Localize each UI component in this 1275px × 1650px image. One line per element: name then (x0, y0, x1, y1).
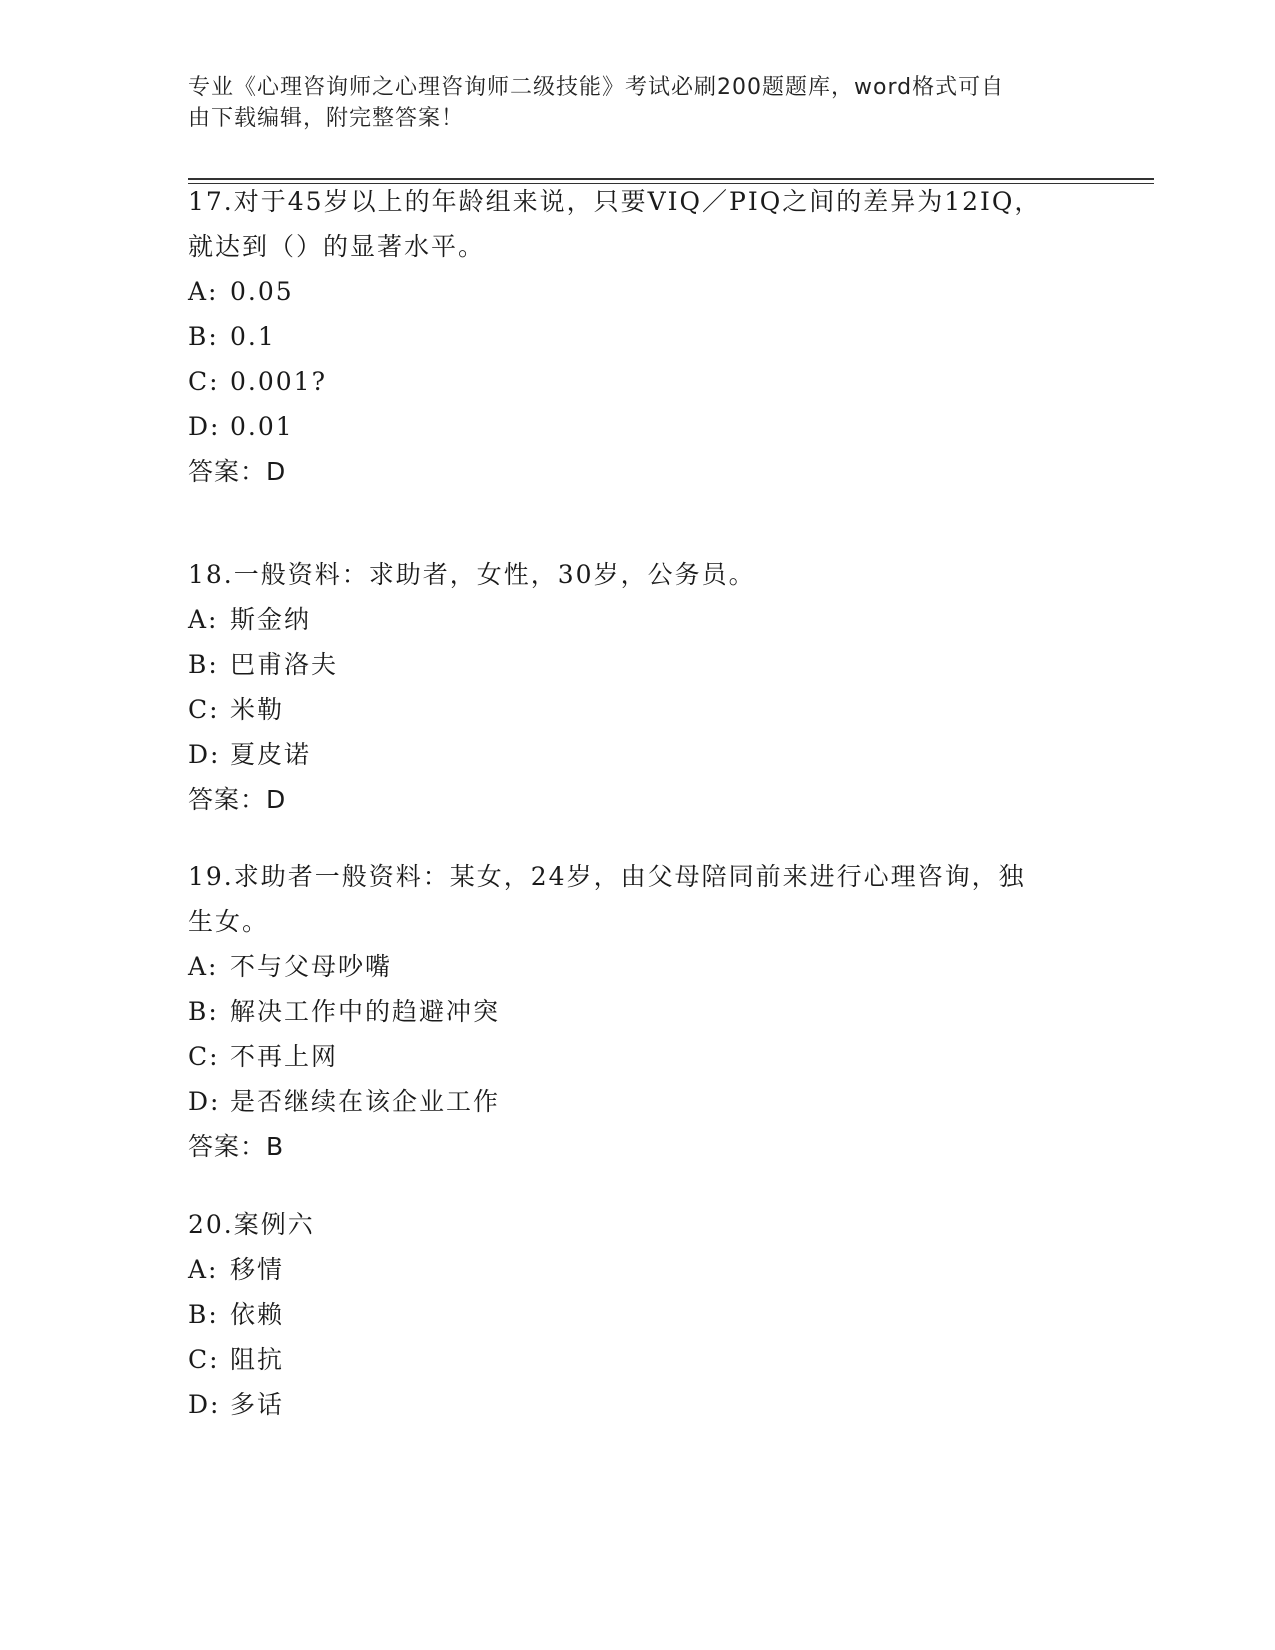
option-key: B: (188, 997, 219, 1026)
question-stem-line-1: 20.案例六 (188, 1210, 315, 1239)
option-key: D: (188, 412, 221, 441)
option-b (188, 314, 1088, 359)
option-c (188, 1337, 1088, 1382)
option-text: 0.1 (230, 322, 276, 351)
question-stem-line-1: 19.求助者一般资料：某女，24岁，由父母陪同前来进行心理咨询，独 (188, 862, 1026, 891)
option-d (188, 404, 1088, 449)
option-key: C: (188, 367, 220, 396)
question-17 (188, 179, 1088, 494)
header-line-2: 由下载编辑，附完整答案！ (188, 106, 465, 131)
option-text: 不与父母吵嘴 (230, 952, 393, 981)
answer-line: 答案：D (188, 457, 287, 486)
question-stem-line-2: 生女。 (188, 907, 270, 936)
option-text: 0.001? (230, 367, 327, 396)
option-key: C: (188, 1345, 220, 1374)
option-b (188, 642, 1088, 687)
option-c (188, 359, 1088, 404)
option-key: C: (188, 1042, 220, 1071)
option-a (188, 269, 1088, 314)
option-key: A: (188, 277, 219, 306)
option-a (188, 597, 1088, 642)
option-text: 移情 (230, 1255, 285, 1284)
question-stem-line-2: 就达到（）的显著水平。 (188, 232, 486, 261)
option-key: D: (188, 740, 221, 769)
option-key: A: (188, 605, 219, 634)
option-d (188, 732, 1088, 777)
option-text: 米勒 (230, 695, 285, 724)
question-stem-line-1: 18.一般资料：求助者，女性，30岁，公务员。 (188, 560, 756, 589)
option-key: B: (188, 1300, 219, 1329)
option-d (188, 1382, 1088, 1427)
option-text: 0.05 (230, 277, 294, 306)
option-text: 巴甫洛夫 (230, 650, 339, 679)
option-key: A: (188, 952, 219, 981)
option-c (188, 687, 1088, 732)
option-key: D: (188, 1390, 221, 1419)
option-a (188, 1247, 1088, 1292)
option-text: 0.01 (230, 412, 294, 441)
option-key: C: (188, 695, 220, 724)
option-text: 解决工作中的趋避冲突 (230, 997, 501, 1026)
option-text: 依赖 (230, 1300, 285, 1329)
option-key: A: (188, 1255, 219, 1284)
option-text: 斯金纳 (230, 605, 312, 634)
question-stem-line-1: 17.对于45岁以上的年龄组来说，只要VIQ／PIQ之间的差异为12IQ， (188, 187, 1042, 216)
option-b (188, 1292, 1088, 1337)
option-key: B: (188, 322, 219, 351)
option-text: 夏皮诺 (230, 740, 312, 769)
document-header (188, 72, 1068, 134)
option-d (188, 1079, 1088, 1124)
option-key: B: (188, 650, 219, 679)
option-a (188, 944, 1088, 989)
question-20 (188, 1202, 1088, 1427)
answer-line: 答案：D (188, 785, 287, 814)
option-c (188, 1034, 1088, 1079)
question-19 (188, 854, 1088, 1169)
answer-line: 答案：B (188, 1132, 285, 1161)
option-key: D: (188, 1087, 221, 1116)
option-text: 是否继续在该企业工作 (230, 1087, 501, 1116)
option-b (188, 989, 1088, 1034)
option-text: 阻抗 (230, 1345, 285, 1374)
option-text: 多话 (230, 1390, 285, 1419)
header-line-1: 专业《心理咨询师之心理咨询师二级技能》考试必刷200题题库，word格式可自 (188, 75, 1005, 100)
question-18 (188, 552, 1088, 822)
option-text: 不再上网 (230, 1042, 339, 1071)
